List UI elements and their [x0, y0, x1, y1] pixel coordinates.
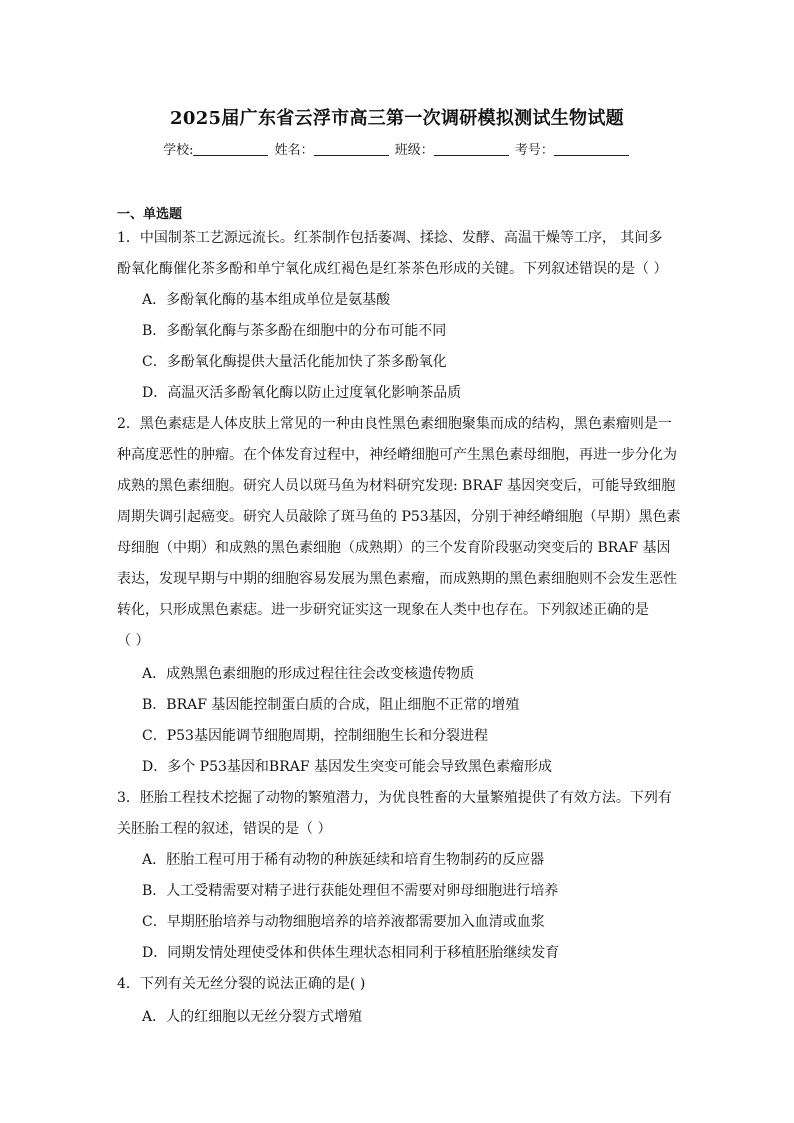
question-3-option-a: A．胚胎工程可用于稀有动物的种族延续和培育生物制药的反应器 [142, 852, 545, 868]
name-label: 姓名： [274, 143, 314, 158]
question-2-option-b: B．BRAF 基因能控制蛋白质的合成，阻止细胞不正常的增殖 [142, 697, 520, 713]
student-info-row [0, 139, 794, 158]
question-2-stem-line-5: 母细胞（中期）和成熟的黑色素细胞（成熟期）的三个发育阶段驱动突变后的 BRAF 基因 [117, 540, 671, 556]
exam-title: 2025届广东省云浮市高三第一次调研模拟测试生物试题 [170, 108, 624, 129]
question-1-stem-line-2: 酚氧化酶催化茶多酚和单宁氧化成红褐色是红茶茶色形成的关键。下列叙述错误的是（ ） [117, 261, 668, 277]
question-1-option-d: D．高温灭活多酚氧化酶以防止过度氧化影响茶品质 [142, 385, 462, 401]
section-heading: 一、单选题 [117, 207, 183, 222]
question-1-option-c: C．多酚氧化酶提供大量活化能加快了茶多酚氧化 [142, 354, 447, 370]
exam-number-blank [554, 141, 629, 156]
question-3-stem-line-1: 3．胚胎工程技术挖掘了动物的繁殖潜力，为优良牲畜的大量繁殖提供了有效方法。下列有 [117, 790, 672, 806]
question-2-stem-line-2: 种高度恶性的肿瘤。在个体发育过程中，神经嵴细胞可产生黑色素母细胞，再进一步分化为 [117, 447, 677, 463]
class-label: 班级： [394, 143, 434, 158]
question-3-option-b: B．人工受精需要对精子进行获能处理但不需要对卵母细胞进行培养 [142, 883, 559, 899]
question-2-option-a: A．成熟黑色素细胞的形成过程往往会改变核遗传物质 [142, 666, 475, 682]
question-2-stem-line-4: 周期失调引起癌变。研究人员敲除了斑马鱼的 P53基因，分别于神经嵴细胞（早期）黑色素 [117, 509, 681, 525]
question-3-option-d: D．同期发情处理使受体和供体生理状态相同利于移植胚胎继续发育 [142, 945, 560, 961]
question-3-option-c: C．早期胚胎培养与动物细胞培养的培养液都需要加入血清或血浆 [142, 914, 545, 930]
class-blank [434, 141, 509, 156]
question-2-answer-bracket: （ ） [117, 633, 150, 649]
question-2-stem-line-6: 表达，发现早期与中期的细胞容易发展为黑色素瘤，而成熟期的黑色素细胞则不会发生恶性 [117, 571, 677, 587]
exam-number-label: 考号： [514, 143, 554, 158]
school-label: 学校: [163, 143, 194, 158]
question-2-option-c: C．P53基因能调节细胞周期，控制细胞生长和分裂进程 [142, 728, 488, 744]
school-blank [193, 141, 268, 156]
question-1-option-b: B．多酚氧化酶与茶多酚在细胞中的分布可能不同 [142, 323, 447, 339]
question-3-stem-line-2: 关胚胎工程的叙述，错误的是（ ） [117, 821, 332, 837]
name-blank [314, 141, 389, 156]
question-2-stem-line-3: 成熟的黑色素细胞。研究人员以斑马鱼为材料研究发现: BRAF 基因突变后，可能导致细胞 [117, 478, 676, 494]
question-4-stem-line-1: 4．下列有关无丝分裂的说法正确的是( ) [117, 976, 366, 992]
question-2-option-d: D．多个 P53基因和BRAF 基因发生突变可能会导致黑色素瘤形成 [142, 759, 553, 775]
question-1-option-a: A．多酚氧化酶的基本组成单位是氨基酸 [142, 292, 391, 308]
question-2-stem-line-7: 转化，只形成黑色素痣。进一步研究证实这一现象在人类中也存在。下列叙述正确的是 [117, 602, 649, 618]
question-1-stem-line-1: 1．中国制茶工艺源远流长。红茶制作包括萎凋、揉捻、发酵、高温干燥等工序， 其间多 [117, 230, 663, 246]
question-4-option-a: A．人的红细胞以无丝分裂方式增殖 [142, 1009, 363, 1025]
question-2-stem-line-1: 2．黑色素痣是人体皮肤上常见的一种由良性黑色素细胞聚集而成的结构，黑色素瘤则是一 [117, 416, 672, 432]
